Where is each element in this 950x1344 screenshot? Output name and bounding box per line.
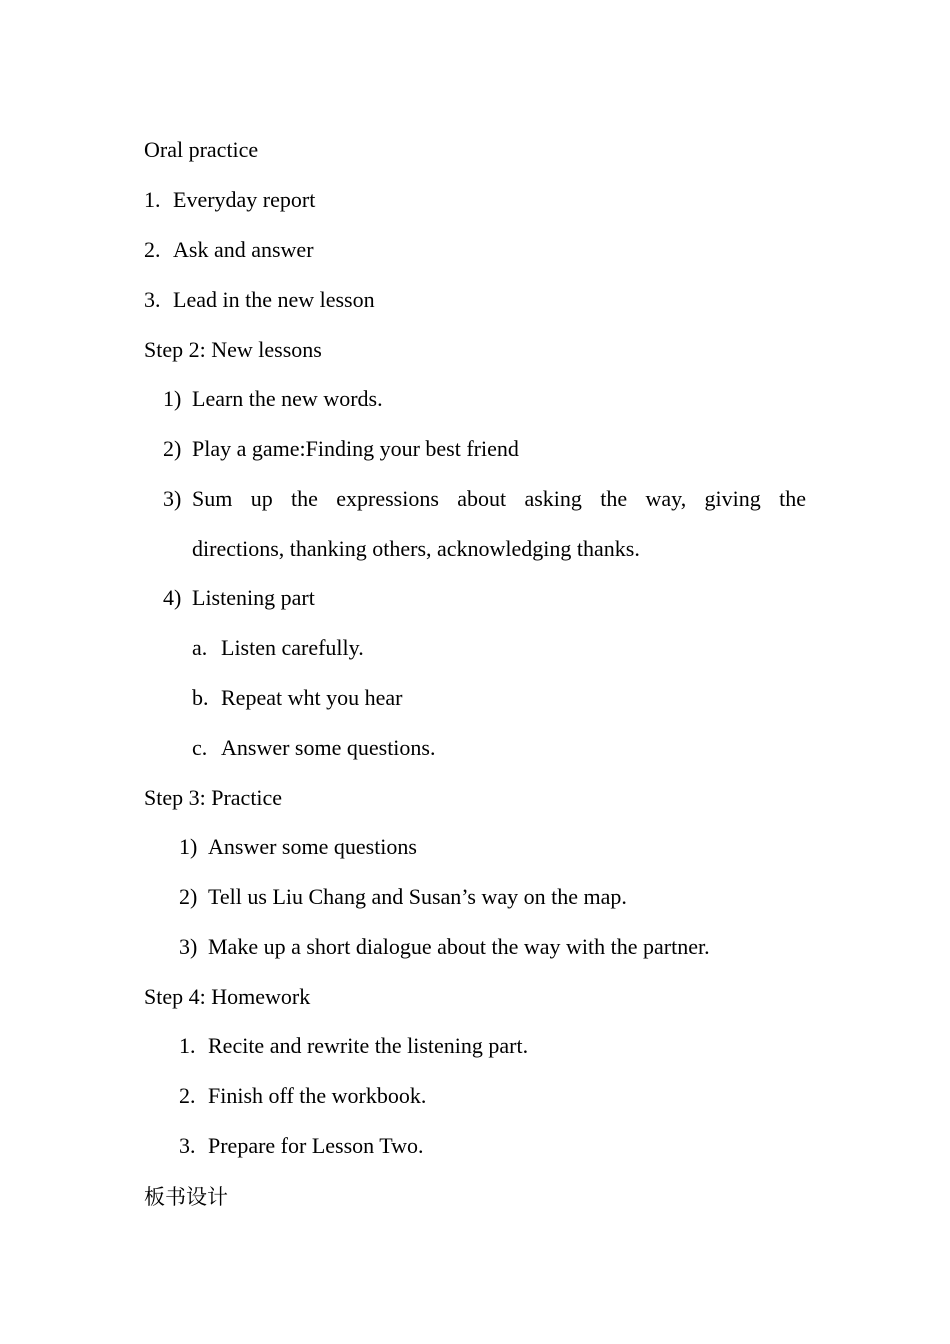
- oral-practice-heading: Oral practice: [144, 137, 259, 162]
- list-item-continuation: directions, thanking others, acknowledging thanks.: [192, 536, 640, 561]
- list-item-text: Lead in the new lesson: [173, 287, 375, 312]
- sub-list-item-text: Listen carefully.: [221, 635, 364, 660]
- list-item-number: 2): [179, 884, 198, 909]
- list-item-text: Finish off the workbook.: [208, 1083, 427, 1108]
- list-item-text: Listening part: [192, 585, 315, 610]
- step4-heading: Step 4: Homework: [144, 984, 311, 1009]
- sub-list-item: [192, 633, 364, 663]
- sub-list-item: [192, 683, 402, 713]
- list-item-number: 2.: [179, 1083, 196, 1108]
- list-item-number: 2): [163, 436, 182, 461]
- list-item: [163, 484, 806, 514]
- list-item: [163, 583, 315, 613]
- list-item: [179, 932, 710, 962]
- list-item-number: 3.: [179, 1133, 196, 1158]
- list-item: [144, 285, 375, 315]
- list-item: [163, 384, 383, 414]
- list-item: [144, 235, 314, 265]
- list-item-text: Play a game:Finding your best friend: [192, 436, 519, 461]
- list-item: [179, 1081, 426, 1111]
- list-item-text: Everyday report: [173, 187, 316, 212]
- list-item-number: 1.: [144, 187, 161, 212]
- list-item-text: Prepare for Lesson Two.: [208, 1133, 424, 1158]
- list-item-text: Ask and answer: [173, 237, 314, 262]
- list-item-number: 3.: [144, 287, 161, 312]
- list-item-text: Tell us Liu Chang and Susan’s way on the map.: [208, 884, 627, 909]
- list-item-number: 4): [163, 585, 182, 610]
- sub-list-item-text: Repeat wht you hear: [221, 685, 403, 710]
- list-item: [163, 434, 519, 464]
- list-item-number: 1): [163, 386, 182, 411]
- list-item-number: 3): [179, 934, 198, 959]
- board-design-heading: 板书设计: [144, 1185, 228, 1209]
- step3-heading: Step 3: Practice: [144, 785, 283, 810]
- step2-heading: Step 2: New lessons: [144, 337, 322, 362]
- list-item: [179, 832, 417, 862]
- list-item: [179, 882, 627, 912]
- list-item: [144, 185, 315, 215]
- list-item-text: Answer some questions: [208, 834, 417, 859]
- sub-list-item-letter: c.: [192, 735, 208, 760]
- sub-list-item-letter: a.: [192, 635, 208, 660]
- list-item-text: Learn the new words.: [192, 386, 383, 411]
- sub-list-item-letter: b.: [192, 685, 209, 710]
- sub-list-item: [192, 733, 435, 763]
- list-item-text: Sum up the expressions about asking the way, giving the: [192, 486, 806, 511]
- list-item-number: 3): [163, 486, 182, 511]
- list-item: [179, 1131, 424, 1161]
- list-item-number: 2.: [144, 237, 161, 262]
- list-item-number: 1): [179, 834, 198, 859]
- list-item-text: Make up a short dialogue about the way with the partner.: [208, 934, 710, 959]
- list-item-text: Recite and rewrite the listening part.: [208, 1033, 529, 1058]
- sub-list-item-text: Answer some questions.: [221, 735, 436, 760]
- list-item-number: 1.: [179, 1033, 196, 1058]
- list-item: [179, 1031, 528, 1061]
